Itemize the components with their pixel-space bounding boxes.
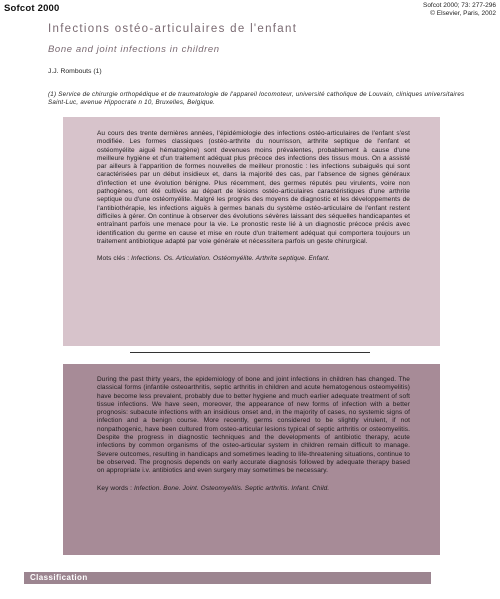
copyright: © Elsevier, Paris, 2002 <box>430 10 496 17</box>
abstract-en-box <box>63 364 440 555</box>
abstract-fr-text: Au cours des trente dernières années, l'épidémiologie des infections ostéo-articulaires de l'enfant s'est modifiée. Les formes classiques (ostéo-arthrite du nourrisson, arthrite septique de l'enfant et ostéomyélite aiguë hématogène) sont devenues moins prévalentes, probablement à cause d'une meilleure hygiène et d'un traitement adéquat plus précoce des infections des tissus mous. On a assisté par ailleurs à l'apparition de formes nouvelles de meilleur pronostic : les infections subaiguës qui sont caractérisées par un début insidieux et, dans la majorité des cas, par l'absence de signes généraux d'infection et une évolution bénigne. Plus récemment, des germes réputés peu virulents, voire non pathogènes, ont été cultivés au départ de lésions ostéo-articulaires caractéristiques d'une arthrite septique ou d'une ostéomyélite. Malgré les progrès des moyens de diagnostic et les développements de l'antibiothérapie, les infections aiguës à germes banals du système ostéo-articulaire de l'enfant restent difficiles à gérer. On continue à observer des évolutions sévères laissant des séquelles handicapantes et entraînant parfois une menace pour la vie. Le pronostic reste lié à un diagnostic précoce précis avec identification du germe en cause et mise en route d'un traitement adéquat qui comportera toujours un traitement antibiotique adapté par voie générale et nécessitera parfois un geste chirurgical. <box>97 130 410 245</box>
abstract-en-text: During the past thirty years, the epidemiology of bone and joint infections in children has changed. The classical forms (infantile osteoarthritis, septic arthritis in children and acute hematogenous osteomyelitis) have become less prevalent, probably due to better hygiene and much earlier adequate treatment of soft tissue infections. We have seen, moreover, the appearance of new forms of infection with a better prognosis: subacute infections with an insidious onset and, in the majority of cases, no systemic signs of infection and a benign course. More recently, germs considered to be slightly virulent, if not nonpathogenic, have been cultured from osteo-articular lesions typical of septic arthritis or osteomyelitis. Despite the progress in diagnostic techniques and the developments of antibiotic therapy, acute infections by common organisms of the osteo-articular system in children remain difficult to manage. Severe outcomes, resulting in handicaps and sometimes leading to life-threatening situations, continue to be observed. The prognosis depends on early accurate diagnosis followed by adequate therapy based on appropriate i.v. antibiotics and even surgery may sometimes be necessary. <box>97 376 410 475</box>
abstract-fr-box <box>63 117 440 346</box>
article-subtitle: Bone and joint infections in children <box>48 44 220 55</box>
section-heading-classification <box>24 572 431 584</box>
section-heading-label: Classification <box>30 573 88 582</box>
affiliation: (1) Service de chirurgie orthopédique et de traumatologie de l'appareil locomoteur, université catholique de Louvain, cliniques universitaires Saint-Luc, avenue Hippocrate n 10, Bruxelles, Belgique. <box>48 91 465 106</box>
article-title: Infections ostéo-articulaires de l'enfant <box>48 23 298 35</box>
keywords-en-list: Infection. Bone. Joint. Osteomyelitis. Septic arthritis. Infant. Child. <box>133 484 330 492</box>
keywords-en <box>97 485 410 493</box>
authors: J.J. Rombouts (1) <box>48 68 102 75</box>
journal-name: Sofcot 2000 <box>4 3 60 14</box>
keywords-fr <box>97 255 410 263</box>
citation-block <box>423 2 496 18</box>
keywords-fr-label: Mots clés : <box>97 255 130 263</box>
abstract-divider <box>130 352 370 353</box>
keywords-fr-list: Infections. Os. Articulation. Ostéomyélite. Arthrite septique. Enfant. <box>131 255 330 263</box>
citation: Sofcot 2000; 73: 277-296 <box>422 2 496 9</box>
keywords-en-label: Key words : <box>97 484 133 492</box>
